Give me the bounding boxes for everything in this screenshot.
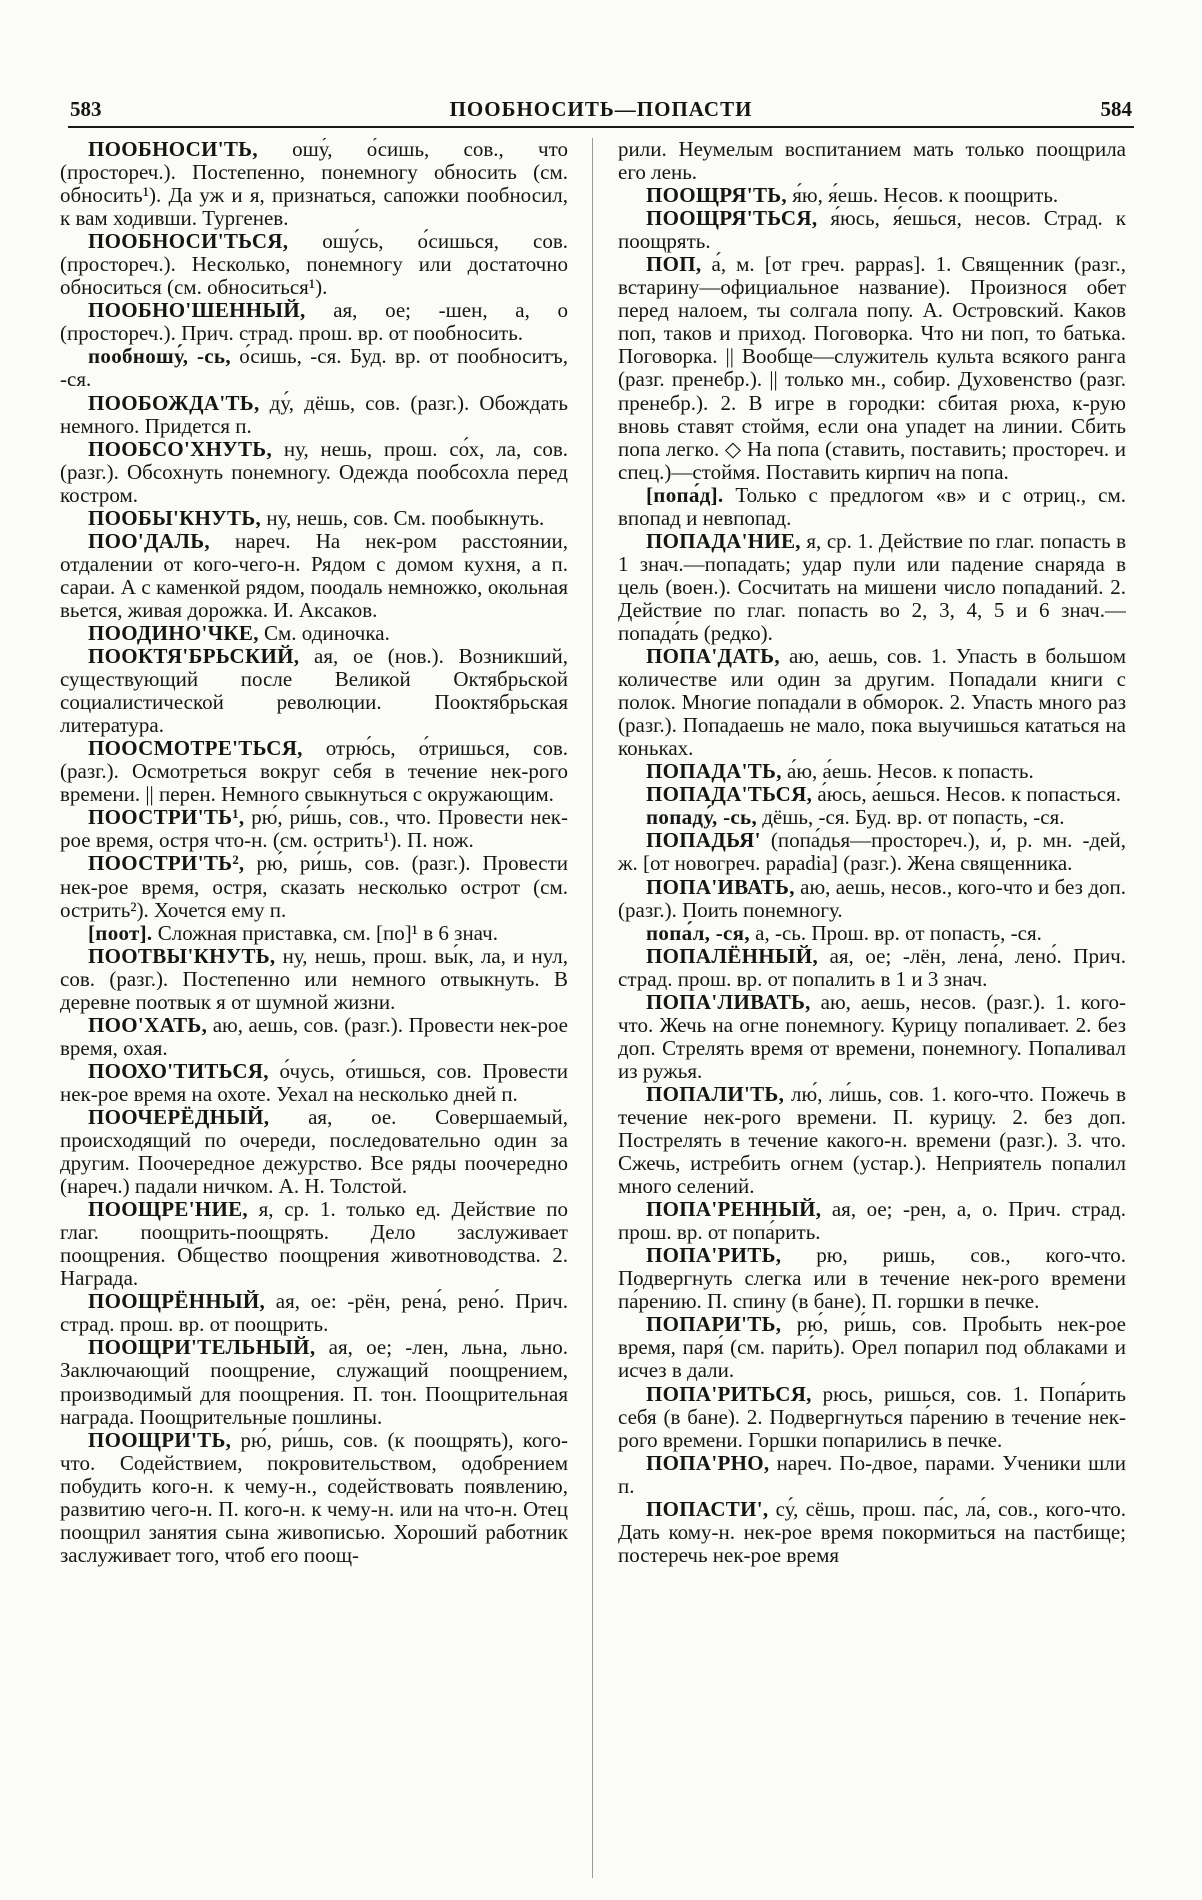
page-number-right: 584	[1100, 96, 1132, 121]
dictionary-entry	[60, 299, 568, 345]
dictionary-entry	[60, 737, 568, 806]
dictionary-entry	[618, 922, 1126, 945]
entry-definition: ошу́сь, о́сишься, сов. (простореч.). Несколько, понемногу или достаточно обноситься (см. обноситься¹).	[60, 229, 568, 300]
dictionary-entry	[618, 760, 1126, 783]
entry-headword: ПОПАДА'ТЬСЯ,	[646, 782, 813, 807]
entry-headword: ПООЩРЯ'ТЬ,	[646, 183, 787, 208]
dictionary-entry	[60, 345, 568, 391]
entry-definition: аю, аешь, несов., кого-что и без доп. (разг.). Поить понемногу.	[618, 874, 1126, 922]
entry-headword: [попа́д].	[646, 482, 724, 507]
left-column	[60, 138, 568, 1883]
dictionary-entry	[618, 484, 1126, 530]
entry-definition: рю́, ри́шь, сов., что. Провести нек-рое время, остря что-н. (см. острить¹). П. нож.	[60, 805, 568, 853]
entry-definition: ну, нешь, прош. со́х, ла, сов. (разг.). Обсохнуть понемногу. Одежда пообсохла перед костром.	[60, 436, 568, 507]
dictionary-entry	[60, 530, 568, 622]
entry-definition: ая, ое; -рен, а, о. Прич. страд. прош. вр. от попа́рить.	[618, 1197, 1126, 1245]
entry-definition: ну, нешь, прош. вы́к, ла, и нул, сов. (разг.). Постепенно или немного отвыкнуть. В деревне поотвык я от шумной жизни.	[60, 943, 568, 1014]
entry-headword: ПОПАДА'НИЕ,	[646, 528, 801, 553]
entry-definition: а́юсь, а́ешься. Несов. к попасться.	[812, 782, 1121, 807]
entry-definition: ая, ое. Совершаемый, происходящий по очереди, последовательно один за другим. Поочередное дежурство. Все ряды поочередно (нареч.) падали ничком. А. Н. Толстой.	[60, 1104, 568, 1199]
entry-definition: су́, сёшь, прош. па́с, ла́, сов., кого-что. Дать кому-н. нек-рое время покормиться на пастбище; постеречь нек-рое время	[618, 1496, 1126, 1567]
entry-headword: ПОПА'ДАТЬ,	[646, 644, 780, 669]
entry-definition: рюсь, ришься, сов. 1. Попа́рить себя (в бане). 2. Подвергнуться па́рению в течение нек-рого времени. Горшки попарились в печке.	[618, 1381, 1126, 1452]
dictionary-entry	[618, 530, 1126, 645]
dictionary-entry	[60, 622, 568, 645]
dictionary-entry	[618, 138, 1126, 184]
dictionary-entry	[60, 1106, 568, 1198]
dictionary-entry	[60, 1014, 568, 1060]
entry-headword: ПОПА'РИТЬСЯ,	[646, 1381, 812, 1406]
dictionary-entry	[60, 806, 568, 852]
dictionary-entry	[618, 806, 1126, 829]
entry-definition: нареч. На нек-ром расстоянии, отдалении от кого-чего-н. Рядом с домом кухня, а п. сараи. А с каменкой рядом, поодаль немножко, окольная вьется, живая дорожка. И. Аксаков.	[60, 528, 568, 622]
entry-definition: рили. Неумелым воспитанием мать только поощрила его лень.	[618, 138, 1126, 185]
dictionary-entry	[60, 1336, 568, 1428]
dictionary-entry	[60, 1198, 568, 1290]
entry-headword: ПООДИНО'ЧКЕ,	[88, 620, 259, 645]
entry-definition: я́юсь, я́ешься, несов. Страд. к поощрять.	[618, 206, 1126, 254]
entry-headword: ПОПАДА'ТЬ,	[646, 759, 782, 784]
running-header	[70, 92, 1132, 126]
entry-definition: Только с предлогом «в» и с отриц., см. впопад и невпопад.	[618, 482, 1126, 530]
page-number-left: 583	[70, 96, 102, 121]
entry-definition: а́ю, а́ешь. Несов. к попасть.	[781, 759, 1034, 784]
entry-headword: ПОПАРИ'ТЬ,	[646, 1312, 782, 1337]
entry-definition: о́сишь, -ся. Буд. вр. от пообноситъ, -ся.	[60, 344, 568, 392]
entry-definition: я, ср. 1. Действие по глаг. попасть в 1 знач.—попадать; удар пули или падение снаряда в цель (воен.). Сосчитать на мишени число попаданий. 2. Действие по глаг. попасть во 2, 3, 4, 5 и 6 знач.—попада́ть (редко).	[618, 528, 1126, 645]
entry-headword: ПООБСО'ХНУТЬ,	[88, 436, 273, 461]
dictionary-entry	[60, 438, 568, 507]
entry-definition: ая, ое; -лен, льна, льно. Заключающий поощрение, служащий поощрением, производимый для поощрения. П. тон. Поощрительная награда. Поощрительные пошлины.	[60, 1335, 568, 1429]
entry-headword: пообношу́, -сь,	[88, 344, 231, 369]
entry-definition: я́ю, я́ешь. Несов. к поощрить.	[787, 183, 1059, 208]
entry-headword: ПОПАДЬЯ'	[646, 828, 761, 853]
entry-headword: ПООСТРИ'ТЬ¹,	[88, 805, 245, 830]
dictionary-entry	[60, 138, 568, 230]
entry-definition: ду́, дёшь, сов. (разг.). Обождать немного. Придется п.	[60, 390, 568, 438]
entry-headword: ПООЩРИ'ТЬ,	[88, 1427, 232, 1452]
dictionary-entry	[60, 852, 568, 921]
entry-headword: ПОП,	[646, 252, 702, 277]
entry-definition: а́, м. [от греч. pappas]. 1. Священник (разг., встарину—официальное название). Произнося обет перед налоем, ты солгала попу. А. Островский. Каков поп, таков и приход. Поговорка. Что ни поп, то батька. Поговорка. || Вообще—служитель культа всякого ранга (разг. пренебр.). || только мн., собир. Духовенство (разг. пренебр.). 2. В игре в городки: сбитая рюха, к-рую вновь ставят стоймя, если она упадет на линии. Сбить попа легко. ◇ На попа (ставить, поставить; простореч. и спец.)—стоймя. Поставить кирпич на попа.	[618, 252, 1126, 484]
running-title: ПООБНОСИТЬ—ПОПАСТИ	[449, 96, 753, 121]
dictionary-entry	[60, 645, 568, 737]
entry-headword: ПООКТЯ'БРЬСКИЙ,	[88, 644, 300, 669]
dictionary-entry	[618, 1083, 1126, 1198]
entry-headword: ПООБНО'ШЕННЫЙ,	[88, 298, 306, 323]
dictionary-entry	[618, 876, 1126, 922]
entry-headword: ПОПА'ЛИВАТЬ,	[646, 989, 811, 1014]
entry-headword: ПООЩРЕ'НИЕ,	[88, 1197, 248, 1222]
entry-definition: лю́, ли́шь, сов. 1. кого-что. Пожечь в течение нек-рого времени. П. курицу. 2. без доп. Пострелять в течение какого-н. времени (разг.). 3. что. Сжечь, истребить огнем (устар.). Неприятель попалил много селений.	[618, 1081, 1126, 1199]
dictionary-entry	[618, 1383, 1126, 1452]
entry-definition: рю́, ри́шь, сов. (разг.). Провести нек-рое время, остря, сказать несколько острот (см. острить²). Хочется ему п.	[60, 851, 568, 922]
dictionary-entry	[618, 1198, 1126, 1244]
entry-headword: [поот].	[88, 920, 153, 945]
entry-headword: ПООЩРЁННЫЙ,	[88, 1289, 266, 1314]
entry-headword: попаду́, -сь,	[646, 805, 757, 830]
entry-headword: ПООЩРЯ'ТЬСЯ,	[646, 206, 818, 231]
entry-headword: ПООТВЫ'КНУТЬ,	[88, 943, 276, 968]
entry-headword: ПОПАЛЁННЫЙ,	[646, 943, 818, 968]
entry-definition: Сложная приставка, см. [по]¹ в 6 знач.	[152, 920, 498, 945]
header-rule	[68, 126, 1134, 128]
entry-headword: ПООБНОСИ'ТЬ,	[88, 138, 258, 161]
entry-definition: ая, ое; -лён, лена́, лено́. Прич. страд. прош. вр. от попалить в 1 и 3 знач.	[618, 943, 1126, 991]
entry-definition: я, ср. 1. только ед. Действие по глаг. поощрить-поощрять. Дело заслуживает поощрения. Общество поощрения животноводства. 2. Награда.	[60, 1197, 568, 1291]
dictionary-entry	[618, 645, 1126, 760]
entry-definition: ну, нешь, сов. См. пообыкнуть.	[261, 505, 545, 530]
entry-headword: ПООЧЕРЁДНЫЙ,	[88, 1104, 270, 1129]
entry-definition: ая, ое (нов.). Возникший, существующий после Великой Октябрьской социалистической революции. Пооктябрьская литература.	[60, 644, 568, 738]
entry-definition: а, -сь. Прош. вр. от попасть, -ся.	[749, 920, 1042, 945]
entry-definition: аю, аешь, несов. (разг.). 1. кого-что. Жечь на огне понемногу. Курицу попаливает. 2. без доп. Стрелять время от времени, понемногу. Попаливал из ружья.	[618, 989, 1126, 1083]
dictionary-entry	[618, 945, 1126, 991]
dictionary-entry	[618, 207, 1126, 253]
entry-definition: рю́, ри́шь, сов. Пробыть нек-рое время, паря́ (см. пари́ть). Орел попарил под облаками и исчез в дали.	[618, 1312, 1126, 1383]
dictionary-entry	[618, 991, 1126, 1083]
entry-headword: ПОПА'РИТЬ,	[646, 1243, 782, 1268]
dictionary-entry	[60, 1429, 568, 1567]
entry-headword: ПОО'ДАЛЬ,	[88, 528, 210, 553]
entry-definition: рю, ришь, сов., кого-что. Подвергнуть слегка или в течение нек-рого времени па́рению. П. спину (в бане). П. горшки в печке.	[618, 1243, 1126, 1314]
entry-definition: о́чусь, о́тишься, сов. Провести нек-рое время на охоте. Уехал на несколько дней п.	[60, 1058, 568, 1106]
entry-definition: дёшь, -ся. Буд. вр. от попасть, -ся.	[757, 805, 1065, 830]
entry-definition: ая, ое; -шен, а, о (простореч.). Прич. страд. прош. вр. от пообносить.	[60, 298, 568, 346]
entry-headword: ПОО'ХАТЬ,	[88, 1012, 208, 1037]
dictionary-entry	[618, 184, 1126, 207]
right-column	[618, 138, 1126, 1883]
dictionary-entry	[618, 829, 1126, 875]
entry-headword: ПООБНОСИ'ТЬСЯ,	[88, 229, 289, 254]
entry-definition: ошу́, о́сишь, сов., что (простореч.). Постепенно, понемногу обносить (см. обносить¹). Да уж и я, признаться, сапожки пообносил, к вам ходивши. Тургенев.	[60, 138, 568, 231]
entry-headword: ПОПА'РНО,	[646, 1450, 770, 1475]
dictionary-entry	[618, 1244, 1126, 1313]
entry-definition: аю, аешь, сов. 1. Упасть в большом количестве или один за другим. Попадали книги с полок. Многие попадали в обморок. 2. Упасть много раз (разг.). Попадаешь не мало, пока выучишься кататься на коньках.	[618, 644, 1126, 761]
entry-headword: ПОПАЛИ'ТЬ,	[646, 1081, 785, 1106]
entry-definition: См. одиночка.	[258, 620, 390, 645]
entry-headword: ПООХО'ТИТЬСЯ,	[88, 1058, 269, 1083]
dictionary-entry	[618, 253, 1126, 483]
dictionary-entry	[60, 1290, 568, 1336]
entry-definition: (попа́дья—простореч.), и́, р. мн. -дей, ж. [от новогреч. papadia] (разг.). Жена священника.	[618, 828, 1126, 876]
entry-headword: ПОПАСТИ',	[646, 1496, 769, 1521]
dictionary-entry	[60, 507, 568, 530]
entry-definition: нареч. По-двое, парами. Ученики шли п.	[618, 1450, 1126, 1498]
dictionary-entry	[60, 945, 568, 1014]
entry-headword: попа́л, -ся,	[646, 920, 750, 945]
entry-definition: ая, ое: -рён, рена́, рено́. Прич. страд. прош. вр. от поощрить.	[60, 1289, 568, 1337]
dictionary-entry	[60, 922, 568, 945]
entry-headword: ПОПА'ИВАТЬ,	[646, 874, 795, 899]
entry-headword: ПООБЫ'КНУТЬ,	[88, 505, 262, 530]
column-divider	[592, 138, 593, 1878]
entry-headword: ПООСМОТРЕ'ТЬСЯ,	[88, 736, 303, 761]
entry-headword: ПООЩРИ'ТЕЛЬНЫЙ,	[88, 1335, 316, 1360]
dictionary-entry	[618, 783, 1126, 806]
dictionary-entry	[618, 1313, 1126, 1382]
entry-headword: ПОПА'РЕННЫЙ,	[646, 1197, 822, 1222]
dictionary-entry	[618, 1452, 1126, 1498]
dictionary-entry	[618, 1498, 1126, 1567]
entry-definition: отрю́сь, о́тришься, сов. (разг.). Осмотреться вокруг себя в течение нек-рого времени. || перен. Немного свыкнуться с окружающим.	[60, 736, 568, 807]
dictionary-entry	[60, 1060, 568, 1106]
dictionary-entry	[60, 392, 568, 438]
entry-headword: ПООБОЖДА'ТЬ,	[88, 390, 260, 415]
entry-headword: ПООСТРИ'ТЬ²,	[88, 851, 245, 876]
entry-definition: рю́, ри́шь, сов. (к поощрять), кого-что. Содействием, покровительством, одобрением побудить кого-н. к чему-н., содействовать появлению, развитию чего-н. П. кого-н. к чему-н. или на что-н. Отец поощрил занятия сына живописью. Хороший работник заслуживает того, чтоб его поощ-	[60, 1427, 568, 1567]
dictionary-entry	[60, 230, 568, 299]
entry-definition: аю, аешь, сов. (разг.). Провести нек-рое время, охая.	[60, 1012, 568, 1060]
